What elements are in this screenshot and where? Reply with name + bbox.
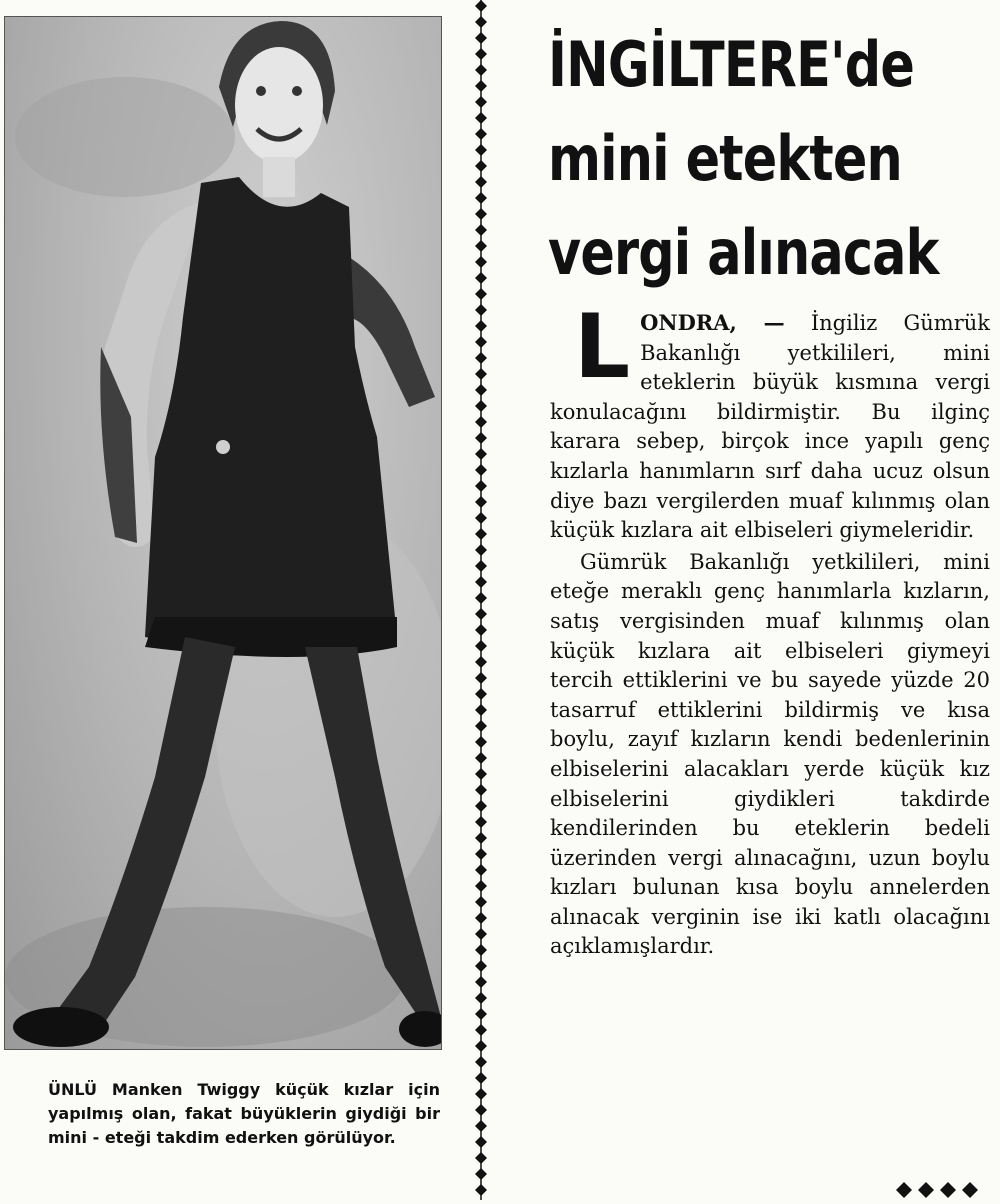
divider-diamond: [475, 1088, 487, 1100]
divider-diamond: [475, 1120, 487, 1132]
divider-diamond: [475, 384, 487, 396]
divider-diamond: [475, 1024, 487, 1036]
divider-diamond: [475, 256, 487, 268]
divider-diamond: [475, 752, 487, 764]
divider-diamond: [475, 208, 487, 220]
divider-diamond: [475, 144, 487, 156]
divider-diamond: [475, 96, 487, 108]
divider-diamond: [475, 624, 487, 636]
divider-diamond: [475, 784, 487, 796]
divider-diamond: [475, 1184, 487, 1196]
divider-diamond: [475, 160, 487, 172]
dateline: ONDRA, —: [640, 310, 785, 335]
divider-diamond: [475, 672, 487, 684]
divider-diamond: [475, 64, 487, 76]
divider-diamond: [475, 1056, 487, 1068]
divider-diamond: [475, 608, 487, 620]
headline-line-1: İNGİLTERE'de: [548, 28, 914, 101]
divider-diamond: [475, 16, 487, 28]
divider-diamond: [475, 928, 487, 940]
photo-caption: ÜNLÜ Manken Twiggy küçük kızlar için yapılmış olan, fakat büyüklerin giydiği bir mini - eteği takdim ederken görülüyor.: [48, 1080, 440, 1147]
divider-diamond: [475, 224, 487, 236]
divider-diamond: [475, 0, 487, 12]
divider-diamond: [475, 32, 487, 44]
divider-diamond: [475, 48, 487, 60]
divider-diamond: [475, 400, 487, 412]
divider-diamond: [475, 544, 487, 556]
divider-diamond: [475, 1136, 487, 1148]
divider-diamond: [475, 720, 487, 732]
divider-diamond: [475, 112, 487, 124]
divider-diamond: [475, 464, 487, 476]
divider-diamond: [475, 496, 487, 508]
divider-diamond: [475, 880, 487, 892]
divider-diamond: [475, 688, 487, 700]
article-paragraph-1: [550, 295, 990, 546]
divider-diamond: [475, 992, 487, 1004]
divider-diamond: [475, 848, 487, 860]
model-figure: [5, 17, 441, 1049]
divider-diamond: [475, 480, 487, 492]
divider-diamond: [475, 960, 487, 972]
divider-diamond: [475, 912, 487, 924]
divider-diamond: [475, 1072, 487, 1084]
divider-diamond: [475, 944, 487, 956]
paragraph-1-text: İngiliz Gümrük Bakanlığı yetkilileri, mini eteklerin büyük kısmına vergi konulacağını bildirmiştir. Bu ilginç karara sebep, birçok ince yapılı genç kızlarla hanımların sırf daha ucuz olsun diye bazı vergilerden muaf kılınmış olan küçük kızlara ait elbiseleri giymeleridir.: [550, 311, 990, 543]
divider-diamond: [475, 192, 487, 204]
divider-diamond: [475, 304, 487, 316]
divider-diamond: [475, 816, 487, 828]
divider-diamond: [475, 512, 487, 524]
divider-diamond: [475, 336, 487, 348]
article-body: [550, 295, 990, 962]
divider-diamond: [475, 288, 487, 300]
divider-diamond: [475, 80, 487, 92]
divider-diamond: [475, 768, 487, 780]
divider-diamond: [475, 352, 487, 364]
model-photo: [4, 16, 442, 1050]
divider-diamond: [475, 640, 487, 652]
divider-diamond: [475, 896, 487, 908]
divider-diamond: [475, 1104, 487, 1116]
article-paragraph-2: Gümrük Bakanlığı yetkilileri, mini eteğe meraklı genç hanımlarla kızların, satış vergisinden muaf kılınmış olan küçük kızlara ait elbiseleri giymeyi tercih ettiklerini ve bu sayede yüzde 20 tasarruf ettiklerini bildirmiş ve kısa boylu, zayıf kızların kendi bedenlerinin elbiselerini alacakları yerde küçük kız elbiselerini giydikleri takdirde kendilerinden bu eteklerin bedeli üzerinden vergi alınacağını, uzun boylu kızları bulunan kısa boylu annelerden alınacak verginin ise iki katlı olacağını açıklamışlardır.: [550, 549, 990, 959]
divider-diamond: [475, 1152, 487, 1164]
face-shape: [235, 47, 323, 163]
divider-diamond: [475, 416, 487, 428]
corner-ornament: [888, 1180, 992, 1200]
divider-diamond: [475, 560, 487, 572]
divider-diamond: [475, 176, 487, 188]
headline: [548, 18, 939, 300]
divider-diamond: [475, 576, 487, 588]
divider-diamond: [475, 528, 487, 540]
divider-diamond: [475, 592, 487, 604]
headline-line-2: mini etekten: [548, 122, 902, 195]
divider-diamond: [475, 864, 487, 876]
diamond-column-divider: [470, 0, 492, 1200]
divider-diamond: [475, 448, 487, 460]
divider-diamond: [475, 1040, 487, 1052]
divider-diamond: [475, 240, 487, 252]
divider-diamond: [475, 320, 487, 332]
headline-line-3: vergi alınacak: [548, 216, 939, 289]
divider-diamond: [475, 1168, 487, 1180]
divider-diamond: [475, 656, 487, 668]
divider-diamond: [475, 128, 487, 140]
divider-diamond: [475, 800, 487, 812]
divider-diamond: [475, 736, 487, 748]
divider-diamond: [475, 368, 487, 380]
divider-diamond: [475, 1008, 487, 1020]
divider-diamond: [475, 704, 487, 716]
divider-diamond: [475, 272, 487, 284]
drop-cap: L: [574, 295, 631, 398]
divider-diamond: [475, 832, 487, 844]
divider-diamond: [475, 976, 487, 988]
divider-diamond: [475, 432, 487, 444]
